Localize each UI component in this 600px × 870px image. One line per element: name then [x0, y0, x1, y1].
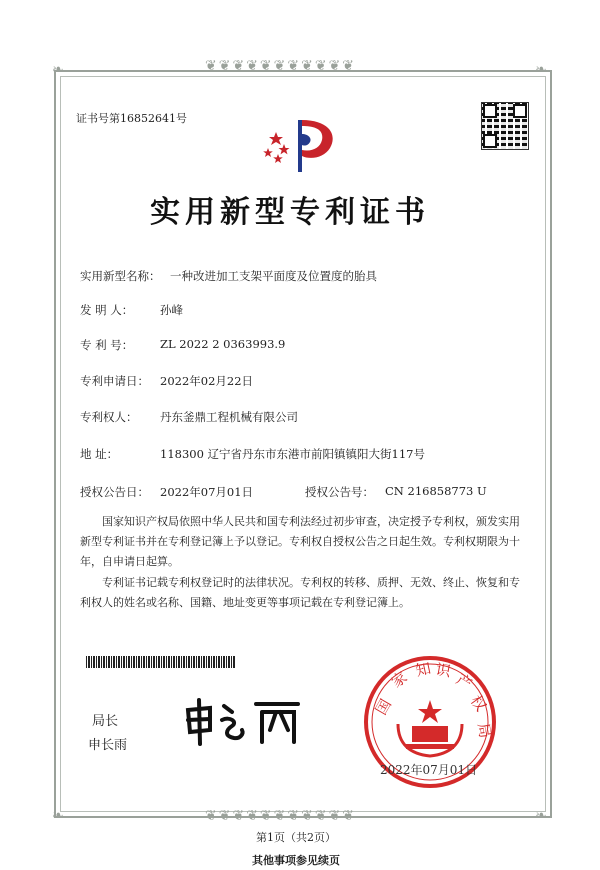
field-value-grant-date: 2022年07月01日	[160, 485, 254, 499]
certificate-title: 实用新型专利证书	[150, 195, 430, 230]
corner-ornament-bl: ❧	[52, 808, 66, 824]
field-value-holder: 丹东釜鼎工程机械有限公司	[160, 410, 298, 424]
signatory-role: 局长	[92, 714, 119, 729]
footer-note: 其他事项参见续页	[252, 854, 340, 867]
top-ornament: ❦❦❦❦❦❦❦❦❦❦❦	[205, 58, 357, 74]
field-value-address: 118300 辽宁省丹东市东港市前阳镇镇阳大街117号	[160, 447, 426, 461]
handwritten-signature	[180, 696, 310, 748]
page-number: 第1页（共2页）	[256, 831, 336, 844]
svg-text:国: 国	[371, 695, 395, 718]
field-value-grant-number: CN 216858773 U	[385, 484, 487, 498]
field-label-inventor: 发 明 人：	[80, 303, 134, 317]
field-value-filing-date: 2022年02月22日	[160, 374, 254, 388]
field-label-holder: 专利权人：	[80, 410, 138, 424]
seal-date: 2022年07月01日	[380, 763, 478, 777]
field-label-patent: 专 利 号：	[80, 338, 134, 352]
svg-text:局: 局	[474, 721, 495, 740]
field-label-grant-number: 授权公告号：	[305, 485, 374, 499]
corner-ornament-br: ❧	[535, 808, 549, 824]
field-label-name: 实用新型名称：	[80, 269, 161, 283]
statement-paragraph-2: 专利证书记载专利权登记时的法律状况。专利权的转移、质押、无效、终止、恢复和专利权人的姓名或名称、国籍、地址变更等事项记载在专利登记簿上。	[80, 576, 520, 609]
signatory-name: 申长雨	[88, 738, 128, 753]
field-label-filing-date: 专利申请日：	[80, 374, 149, 388]
cnipa-logo-icon	[258, 112, 346, 178]
barcode	[86, 656, 236, 668]
qr-code	[481, 102, 529, 150]
svg-text:知: 知	[414, 659, 433, 680]
statement-paragraph-1: 国家知识产权局依照中华人民共和国专利法经过初步审查，决定授予专利权，颁发实用新型专利证书并在专利登记簿上予以登记。专利权自授权公告之日起生效。专利权期限为十年，自申请日起算。	[80, 515, 520, 568]
certificate-number: 证书号第16852641号	[76, 112, 187, 125]
bottom-ornament: ❦❦❦❦❦❦❦❦❦❦❦	[205, 808, 357, 824]
field-label-address: 地 址：	[80, 447, 119, 461]
corner-ornament-tl: ❧	[52, 62, 66, 78]
svg-text:识: 识	[434, 660, 453, 681]
svg-text:产: 产	[452, 670, 476, 694]
field-value-patent: ZL 2022 2 0363993.9	[160, 337, 286, 351]
field-label-grant-date: 授权公告日：	[80, 485, 149, 499]
svg-text:家: 家	[387, 667, 411, 692]
svg-text:权: 权	[466, 691, 491, 715]
field-value-inventor: 孙峰	[160, 303, 183, 317]
field-value-name: 一种改进加工支架平面度及位置度的胎具	[170, 269, 377, 283]
corner-ornament-tr: ❧	[535, 62, 549, 78]
